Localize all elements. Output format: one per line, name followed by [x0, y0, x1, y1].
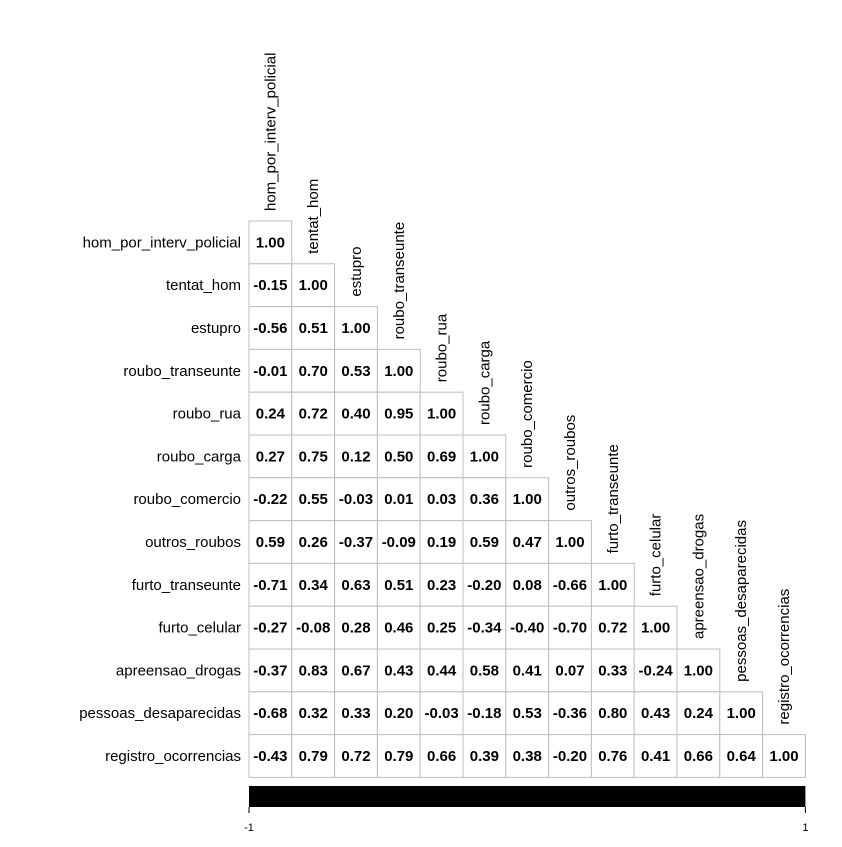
cell-apreensao_drogas-roubo_transeunte — [377, 649, 420, 692]
cell-roubo_comercio-roubo_carga — [463, 478, 506, 521]
cell-estupro-tentat_hom — [292, 307, 335, 350]
column-label-registro_ocorrencias: registro_ocorrencias — [776, 588, 793, 725]
cell-value: -0.68 — [253, 705, 288, 723]
cell-registro_ocorrencias-tentat_hom — [292, 735, 335, 778]
cell-furto_transeunte-roubo_comercio — [506, 563, 549, 606]
cell-furto_transeunte-outros_roubos — [549, 563, 592, 606]
cell-furto_transeunte-hom_por_interv_policial — [249, 563, 292, 606]
cell-value: 0.40 — [341, 405, 371, 423]
cell-value: 0.55 — [298, 491, 328, 509]
cell-roubo_comercio-roubo_rua — [420, 478, 463, 521]
column-label-roubo_carga: roubo_carga — [476, 340, 494, 425]
cell-value: 0.19 — [426, 534, 457, 551]
cell-value: -0.03 — [424, 705, 459, 723]
column-label-outros_roubos: outros_roubos — [562, 414, 579, 511]
cell-value: -0.20 — [467, 576, 502, 594]
cell-outros_roubos-outros_roubos — [549, 521, 592, 564]
column-label-roubo_comercio: roubo_comercio — [519, 360, 537, 468]
cell-hom_por_interv_policial-hom_por_interv_policial — [249, 221, 292, 264]
cell-value: 0.72 — [598, 619, 628, 637]
cell-value: -0.01 — [253, 362, 288, 380]
cell-roubo_comercio-tentat_hom — [292, 478, 335, 521]
cell-value: -0.56 — [253, 320, 288, 337]
colorbar-bar — [249, 786, 805, 807]
cell-value: 0.12 — [341, 448, 371, 466]
cell-furto_celular-hom_por_interv_policial — [249, 606, 292, 649]
cell-furto_celular-estupro — [335, 606, 378, 649]
cell-value: 1.00 — [469, 448, 500, 466]
cell-value: 0.76 — [598, 748, 628, 765]
cell-value: 1.00 — [341, 320, 371, 337]
cell-furto_transeunte-tentat_hom — [292, 563, 335, 606]
cell-value: 1.00 — [683, 662, 714, 680]
cell-registro_ocorrencias-furto_celular — [634, 735, 677, 778]
cell-value: 0.72 — [341, 748, 371, 765]
cell-value: 0.66 — [426, 748, 457, 765]
cell-value: 0.34 — [298, 576, 328, 594]
cell-outros_roubos-estupro — [335, 521, 378, 564]
cell-roubo_rua-roubo_transeunte — [377, 392, 420, 435]
cell-value: 0.44 — [426, 662, 457, 680]
cell-registro_ocorrencias-roubo_transeunte — [377, 735, 420, 778]
row-label-registro_ocorrencias: registro_ocorrencias — [105, 748, 241, 765]
cell-value: -0.20 — [552, 748, 588, 765]
cell-value: 1.00 — [598, 576, 628, 594]
cell-pessoas_desaparecidas-furto_transeunte — [591, 692, 634, 735]
cell-value: -0.18 — [467, 705, 502, 723]
cell-pessoas_desaparecidas-tentat_hom — [292, 692, 335, 735]
cell-value: 0.25 — [426, 619, 457, 637]
column-label-roubo_transeunte: roubo_transeunte — [390, 221, 408, 340]
cell-roubo_carga-tentat_hom — [292, 435, 335, 478]
column-label-furto_celular: furto_celular — [647, 513, 665, 597]
row-label-furto_transeunte: furto_transeunte — [131, 576, 241, 594]
cell-value: 0.43 — [384, 662, 414, 680]
row-label-tentat_hom: tentat_hom — [165, 277, 241, 295]
cell-roubo_carga-roubo_carga — [463, 435, 506, 478]
cell-roubo_carga-hom_por_interv_policial — [249, 435, 292, 478]
cell-value: -0.15 — [253, 277, 288, 295]
cell-roubo_carga-estupro — [335, 435, 378, 478]
cell-roubo_carga-roubo_transeunte — [377, 435, 420, 478]
cell-value: 0.46 — [384, 619, 414, 637]
cell-value: 0.50 — [384, 448, 414, 466]
cell-furto_celular-roubo_comercio — [506, 606, 549, 649]
cell-apreensao_drogas-apreensao_drogas — [677, 649, 720, 692]
cell-roubo_transeunte-hom_por_interv_policial — [249, 349, 292, 392]
row-label-furto_celular: furto_celular — [158, 619, 241, 637]
cell-value: -0.22 — [253, 491, 288, 509]
cell-furto_celular-furto_transeunte — [591, 606, 634, 649]
cell-value: 1.00 — [298, 277, 328, 295]
cell-value: 0.07 — [555, 662, 585, 680]
cell-value: 0.53 — [512, 705, 542, 723]
column-label-roubo_rua: roubo_rua — [433, 313, 451, 383]
cell-value: 0.36 — [469, 491, 500, 509]
cell-value: -0.66 — [552, 576, 588, 594]
cell-value: 0.33 — [341, 705, 371, 723]
cell-furto_transeunte-roubo_transeunte — [377, 563, 420, 606]
cell-value: 0.23 — [426, 576, 457, 594]
cell-roubo_transeunte-tentat_hom — [292, 349, 335, 392]
cell-value: 0.41 — [512, 662, 542, 680]
cell-furto_celular-roubo_rua — [420, 606, 463, 649]
colorbar-label-min: -1 — [244, 822, 254, 834]
row-label-roubo_transeunte: roubo_transeunte — [123, 362, 241, 380]
cell-outros_roubos-hom_por_interv_policial — [249, 521, 292, 564]
cell-furto_celular-tentat_hom — [292, 606, 335, 649]
cell-apreensao_drogas-roubo_rua — [420, 649, 463, 692]
colorbar — [244, 786, 808, 834]
cell-furto_transeunte-furto_transeunte — [591, 563, 634, 606]
cell-roubo_rua-estupro — [335, 392, 378, 435]
cell-roubo_comercio-hom_por_interv_policial — [249, 478, 292, 521]
cell-value: 0.38 — [512, 748, 542, 765]
column-label-hom_por_interv_policial: hom_por_interv_policial — [262, 52, 280, 211]
cell-pessoas_desaparecidas-roubo_comercio — [506, 692, 549, 735]
cell-registro_ocorrencias-roubo_comercio — [506, 735, 549, 778]
cell-value: -0.43 — [253, 748, 288, 765]
cell-pessoas_desaparecidas-apreensao_drogas — [677, 692, 720, 735]
cell-value: 0.24 — [255, 405, 286, 423]
cell-value: 1.00 — [255, 234, 286, 252]
cell-registro_ocorrencias-estupro — [335, 735, 378, 778]
cell-registro_ocorrencias-roubo_rua — [420, 735, 463, 778]
cell-roubo_carga-roubo_rua — [420, 435, 463, 478]
cell-value: -0.37 — [338, 534, 374, 551]
cell-roubo_comercio-roubo_comercio — [506, 478, 549, 521]
cell-roubo_rua-tentat_hom — [292, 392, 335, 435]
cell-pessoas_desaparecidas-furto_celular — [634, 692, 677, 735]
cell-furto_transeunte-estupro — [335, 563, 378, 606]
cell-apreensao_drogas-hom_por_interv_policial — [249, 649, 292, 692]
row-labels — [79, 234, 241, 765]
cell-value: -0.71 — [253, 576, 288, 594]
column-label-pessoas_desaparecidas: pessoas_desaparecidas — [733, 520, 751, 682]
cell-furto_celular-roubo_carga — [463, 606, 506, 649]
cell-value: 0.70 — [298, 362, 328, 380]
cell-value: 0.53 — [341, 362, 371, 380]
cell-furto_transeunte-roubo_carga — [463, 563, 506, 606]
cell-pessoas_desaparecidas-hom_por_interv_policial — [249, 692, 292, 735]
row-label-pessoas_desaparecidas: pessoas_desaparecidas — [79, 705, 241, 723]
cell-registro_ocorrencias-pessoas_desaparecidas — [720, 735, 763, 778]
cell-registro_ocorrencias-outros_roubos — [549, 735, 592, 778]
cell-value: 1.00 — [640, 619, 671, 637]
cell-value: 0.03 — [426, 491, 457, 509]
cell-roubo_transeunte-estupro — [335, 349, 378, 392]
cell-tentat_hom-hom_por_interv_policial — [249, 264, 292, 307]
cell-value: 0.26 — [298, 534, 328, 551]
cell-value: 0.64 — [726, 748, 756, 765]
cell-registro_ocorrencias-hom_por_interv_policial — [249, 735, 292, 778]
cell-value: 0.66 — [683, 748, 714, 765]
cell-value: 0.95 — [384, 405, 414, 423]
cell-registro_ocorrencias-registro_ocorrencias — [763, 735, 806, 778]
cell-value: -0.08 — [296, 619, 331, 637]
cell-roubo_rua-hom_por_interv_policial — [249, 392, 292, 435]
cell-value: 1.00 — [384, 362, 414, 380]
cell-value: 0.24 — [683, 705, 714, 723]
cell-value: 0.27 — [255, 448, 286, 466]
cell-value: 0.58 — [469, 662, 500, 680]
cell-value: -0.24 — [638, 662, 673, 680]
cell-value: -0.09 — [381, 534, 416, 551]
cell-apreensao_drogas-outros_roubos — [549, 649, 592, 692]
cell-value: 1.00 — [726, 705, 756, 723]
cell-roubo_rua-roubo_rua — [420, 392, 463, 435]
cell-outros_roubos-tentat_hom — [292, 521, 335, 564]
row-label-roubo_comercio: roubo_comercio — [133, 491, 241, 509]
cell-value: -0.34 — [467, 619, 502, 637]
correlation-cells — [249, 221, 805, 777]
column-label-tentat_hom: tentat_hom — [305, 178, 323, 254]
cell-value: 0.69 — [426, 448, 457, 466]
cell-furto_celular-outros_roubos — [549, 606, 592, 649]
cell-pessoas_desaparecidas-roubo_transeunte — [377, 692, 420, 735]
cell-value: 0.67 — [341, 662, 371, 680]
cell-value: -0.36 — [552, 705, 588, 723]
cell-value: 0.59 — [469, 534, 500, 551]
cell-roubo_comercio-roubo_transeunte — [377, 478, 420, 521]
cell-value: -0.27 — [253, 619, 288, 637]
cell-estupro-estupro — [335, 307, 378, 350]
cell-value: 0.47 — [512, 534, 542, 551]
row-label-estupro: estupro — [190, 320, 241, 337]
cell-value: 0.79 — [298, 748, 328, 765]
cell-value: 0.83 — [298, 662, 328, 680]
cell-value: 0.01 — [384, 491, 414, 509]
cell-value: 0.20 — [384, 705, 414, 723]
cell-pessoas_desaparecidas-pessoas_desaparecidas — [720, 692, 763, 735]
cell-apreensao_drogas-roubo_comercio — [506, 649, 549, 692]
cell-roubo_comercio-estupro — [335, 478, 378, 521]
cell-outros_roubos-roubo_carga — [463, 521, 506, 564]
cell-value: 0.80 — [598, 705, 628, 723]
cell-value: 0.33 — [598, 662, 628, 680]
row-label-roubo_carga: roubo_carga — [156, 448, 241, 466]
cell-value: 0.72 — [298, 405, 328, 423]
cell-value: 1.00 — [426, 405, 457, 423]
cell-value: 0.75 — [298, 448, 328, 466]
cell-value: -0.40 — [510, 619, 545, 637]
cell-value: -0.37 — [253, 662, 288, 680]
cell-apreensao_drogas-furto_celular — [634, 649, 677, 692]
cell-value: 0.59 — [255, 534, 286, 551]
cell-apreensao_drogas-estupro — [335, 649, 378, 692]
cell-registro_ocorrencias-roubo_carga — [463, 735, 506, 778]
row-label-outros_roubos: outros_roubos — [145, 534, 241, 551]
cell-furto_celular-furto_celular — [634, 606, 677, 649]
cell-value: -0.70 — [552, 619, 588, 637]
column-label-estupro: estupro — [348, 246, 365, 297]
cell-value: 1.00 — [769, 748, 799, 765]
cell-apreensao_drogas-tentat_hom — [292, 649, 335, 692]
cell-value: 0.32 — [298, 705, 328, 723]
cell-outros_roubos-roubo_transeunte — [377, 521, 420, 564]
cell-pessoas_desaparecidas-outros_roubos — [549, 692, 592, 735]
colorbar-label-max: 1 — [802, 822, 809, 834]
cell-value: 0.51 — [384, 576, 414, 594]
cell-value: 0.41 — [640, 748, 671, 765]
row-label-apreensao_drogas: apreensao_drogas — [115, 662, 241, 680]
cell-pessoas_desaparecidas-roubo_carga — [463, 692, 506, 735]
cell-apreensao_drogas-furto_transeunte — [591, 649, 634, 692]
cell-registro_ocorrencias-apreensao_drogas — [677, 735, 720, 778]
cell-tentat_hom-tentat_hom — [292, 264, 335, 307]
cell-value: -0.03 — [338, 491, 374, 509]
cell-value: 0.51 — [298, 320, 328, 337]
row-label-roubo_rua: roubo_rua — [172, 405, 241, 423]
cell-furto_celular-roubo_transeunte — [377, 606, 420, 649]
cell-pessoas_desaparecidas-roubo_rua — [420, 692, 463, 735]
cell-roubo_transeunte-roubo_transeunte — [377, 349, 420, 392]
cell-value: 0.63 — [341, 576, 371, 594]
row-label-hom_por_interv_policial: hom_por_interv_policial — [82, 234, 241, 252]
cell-value: 0.08 — [512, 576, 542, 594]
cell-outros_roubos-roubo_rua — [420, 521, 463, 564]
cell-apreensao_drogas-roubo_carga — [463, 649, 506, 692]
cell-registro_ocorrencias-furto_transeunte — [591, 735, 634, 778]
cell-value: 0.39 — [469, 748, 500, 765]
cell-furto_transeunte-roubo_rua — [420, 563, 463, 606]
cell-pessoas_desaparecidas-estupro — [335, 692, 378, 735]
column-label-furto_transeunte: furto_transeunte — [604, 444, 622, 554]
column-label-apreensao_drogas: apreensao_drogas — [690, 513, 708, 639]
cell-outros_roubos-roubo_comercio — [506, 521, 549, 564]
cell-estupro-hom_por_interv_policial — [249, 307, 292, 350]
cell-value: 0.43 — [640, 705, 671, 723]
cell-value: 0.28 — [341, 619, 371, 637]
cell-value: 1.00 — [555, 534, 585, 551]
cell-value: 0.79 — [384, 748, 414, 765]
cell-value: 1.00 — [512, 491, 542, 509]
